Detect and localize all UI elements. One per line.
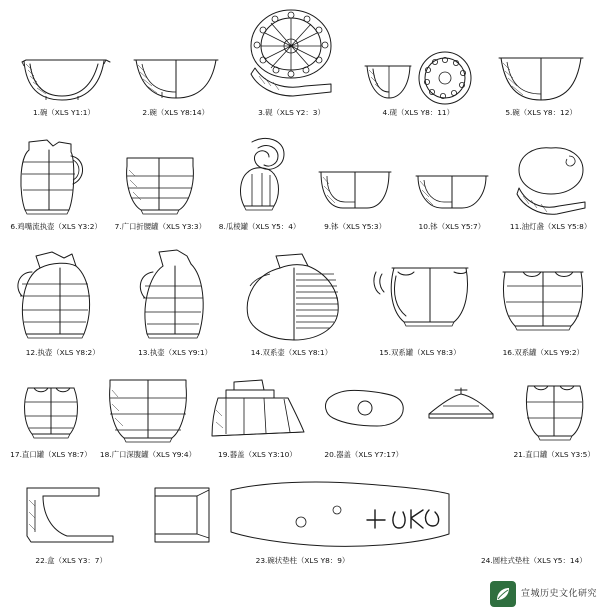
artifact-item (137, 476, 467, 566)
artifact-item (362, 246, 478, 358)
artifact-item (410, 132, 494, 232)
two-lug-jar-b-drawing (493, 246, 593, 346)
artifact-item (10, 132, 101, 232)
artifact-item (204, 370, 310, 460)
leaf-icon (490, 581, 516, 607)
artifact-caption: 9.钵（XLS Y5:3） (324, 222, 386, 231)
artifact-caption: 8.瓜棱罐（XLS Y5：4） (218, 222, 301, 231)
artifact-caption: 23.碗状垫柱（XLS Y8：9） (255, 556, 350, 565)
artifact-caption: 2.碗（XLS Y8:14） (142, 108, 209, 117)
artifact-caption: 7.广口折腰罐（XLS Y3:3） (114, 222, 206, 231)
artifact-item (493, 246, 593, 358)
artifact-caption: 24.圆柱式垫柱（XLS Y5：14） (480, 556, 587, 565)
artifact-caption: 10.钵（XLS Y5:7） (418, 222, 486, 231)
straight-mouth-jar-drawing (12, 370, 90, 448)
artifact-caption: 4.砚（XLS Y8：11） (382, 108, 455, 117)
artifact-caption: 13.执壶（XLS Y9:1） (138, 348, 213, 357)
artifact-item (417, 370, 505, 460)
ewer-b-drawing (129, 246, 221, 346)
artifact-row-4 (0, 358, 605, 460)
lid-flat-drawing (319, 370, 409, 448)
ewer-a-drawing (12, 246, 114, 346)
artifact-caption: 14.双系壶（XLS Y8:1） (250, 348, 333, 357)
artifact-row-5 (0, 460, 605, 566)
artifact-caption: 1.碗（XLS Y1:1） (32, 108, 95, 117)
artifact-item (100, 370, 196, 460)
artifact-item (236, 246, 346, 358)
melon-ribbed-jar-drawing (222, 132, 298, 220)
artifact-item (513, 370, 594, 460)
artifact-item (313, 132, 397, 232)
artifact-item (319, 370, 409, 460)
watermark (490, 581, 597, 607)
artifact-caption: 22.盒（XLS Y3：7） (35, 556, 107, 565)
bowl-flared-drawing (16, 30, 112, 106)
artifact-item (219, 132, 301, 232)
artifact-caption: 6.鸡嘴流执壶（XLS Y3:2） (10, 222, 102, 231)
artifact-row-1 (0, 0, 605, 118)
oil-lamp-drawing (507, 132, 595, 220)
basin-low-drawing (410, 132, 494, 220)
lid-cone-drawing (417, 370, 505, 448)
artifact-item (359, 30, 477, 118)
artifact-caption: 16.双系罐（XLS Y9:2） (502, 348, 584, 357)
ewer-spouted-drawing (13, 132, 99, 220)
inkstone-lotus-drawing (239, 6, 343, 106)
artifact-caption: 18.广口深腹罐（XLS Y9:4） (99, 450, 196, 459)
artifact-row-2 (0, 118, 605, 232)
two-lug-pot-drawing (236, 246, 346, 346)
artifact-caption: 20.器盖（XLS Y7:17） (324, 450, 404, 459)
artifact-caption: 17.直口罐（XLS Y8:7） (10, 450, 92, 459)
basin-drawing (313, 132, 397, 220)
saggar-pillar-body-drawing (225, 476, 455, 554)
artifact-item (474, 508, 594, 566)
artifact-item (239, 6, 343, 118)
artifact-item (11, 476, 131, 566)
artifact-caption: 5.碗（XLS Y8：12） (505, 108, 577, 117)
inkstone-round-drawing (359, 30, 477, 106)
bowl-straight-drawing (128, 30, 224, 106)
artifact-item (10, 370, 91, 460)
artifact-item (507, 132, 595, 232)
artifact-caption: 3.砚（XLS Y2：3） (258, 108, 325, 117)
straight-mouth-jar-b-drawing (516, 370, 592, 448)
artifact-row-3 (0, 232, 605, 358)
artifact-caption: 12.执壶（XLS Y8:2） (25, 348, 100, 357)
saggar-pillar-left-drawing (149, 476, 219, 554)
bowl-deep-drawing (493, 30, 589, 106)
box-section-drawing (21, 476, 121, 554)
deep-belly-jar-drawing (102, 370, 194, 448)
artifact-item (493, 30, 589, 118)
artifact-item (128, 30, 224, 118)
artifact-caption: 21.直口罐（XLS Y3:5） (513, 450, 595, 459)
watermark-label: 宣城历史文化研究 (520, 588, 597, 599)
two-lug-jar-a-drawing (362, 246, 478, 346)
artifact-item (129, 246, 221, 358)
artifact-item (16, 30, 112, 118)
artifact-caption: 11.油灯盏（XLS Y5:8） (509, 222, 592, 231)
jar-wide-mouth-drawing (119, 132, 201, 220)
artifact-item (12, 246, 114, 358)
lid-stepped-drawing (204, 370, 310, 448)
artifact-item (115, 132, 206, 232)
artifact-caption: 15.双系罐（XLS Y8:3） (379, 348, 461, 357)
artifact-caption: 19.器盖（XLS Y3:10） (218, 450, 297, 459)
